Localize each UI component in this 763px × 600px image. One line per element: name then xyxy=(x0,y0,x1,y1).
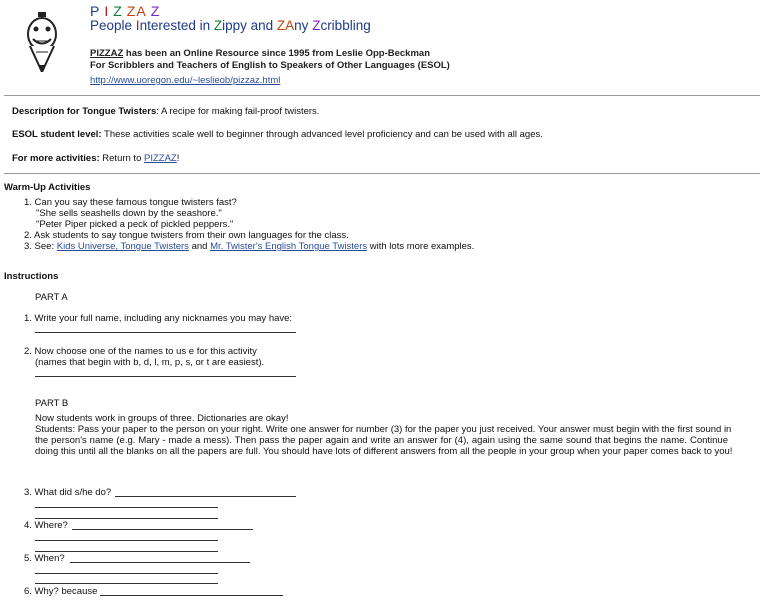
site-title xyxy=(90,3,164,19)
answer-line[interactable] xyxy=(35,376,296,377)
title-letter: ZA xyxy=(126,3,147,19)
answer-line[interactable] xyxy=(35,518,218,519)
site-subtitle: People Interested in Zippy and ZAny Zcribbling xyxy=(90,18,371,33)
pizzaz-return-link[interactable]: PIZZAZ xyxy=(144,153,177,164)
part-b-intro: Now students work in groups of three. Dictionaries are okay! xyxy=(35,413,289,424)
question-5: 5. When? xyxy=(24,553,65,564)
title-letter: I xyxy=(104,3,110,19)
twister-quote-1: "She sells seashells down by the seashore." xyxy=(36,208,222,219)
question-2-note: (names that begin with b, d, l, m, p, s, or t are easiest). xyxy=(35,357,265,368)
title-letter: Z xyxy=(113,3,123,19)
warmup-item-3: 3. See: Kids Universe, Tongue Twisters and Mr. Twister's English Tongue Twisters with lots more examples. xyxy=(24,241,475,252)
pizzaz-pencil-logo xyxy=(24,12,60,72)
description-row: Description for Tongue Twisters: A recipe for making fail-proof twisters. xyxy=(12,106,320,117)
question-1: 1. Write your full name, including any nicknames you may have: xyxy=(24,313,293,324)
divider xyxy=(4,95,760,96)
title-letter: Z xyxy=(150,3,161,19)
kids-universe-link[interactable]: Kids Universe, Tongue Twisters xyxy=(56,241,189,252)
part-b-paragraph-line: the person's name (e.g. Mary - made a mess). Then pass the paper again and write an answer for (4), again using the same sound that begins the name. Continue xyxy=(35,435,728,446)
part-b-paragraph-line: doing this until all the blanks on all the papers are full. You should have lots of different answers from all the people in your group when your paper comes back to you! xyxy=(35,446,733,457)
level-row: ESOL student level: These activities scale well to beginner through advanced level proficiency and can be used with all ages. xyxy=(12,129,543,140)
answer-line[interactable] xyxy=(115,496,296,497)
question-2: 2. Now choose one of the names to us e for this activity xyxy=(24,346,257,357)
warmup-heading: Warm-Up Activities xyxy=(4,182,91,193)
brand-link[interactable]: PIZZAZ xyxy=(90,48,124,59)
twister-quote-2: "Peter Piper picked a peck of pickled peppers." xyxy=(36,219,234,230)
question-3: 3. What did s/he do? xyxy=(24,487,112,498)
warmup-item-2: 2. Ask students to say tongue twisters from their own languages for the class. xyxy=(24,230,349,241)
answer-line[interactable] xyxy=(35,573,218,574)
answer-line[interactable] xyxy=(35,551,218,552)
answer-line[interactable] xyxy=(35,540,218,541)
part-b-paragraph-line: Students: Pass your paper to the person on your right. Write one answer for number (3) for the paper you just received. Your answer must begin with the first sound in xyxy=(35,424,732,435)
answer-line[interactable] xyxy=(35,332,296,333)
answer-line[interactable] xyxy=(100,595,283,596)
part-b-heading: PART B xyxy=(35,398,69,409)
question-6: 6. Why? because xyxy=(24,586,98,597)
part-a-heading: PART A xyxy=(35,292,68,303)
question-4: 4. Where? xyxy=(24,520,68,531)
site-info: PIZZAZ has been an Online Resource since 1995 from Leslie Opp-Beckman For Scribblers and Teachers of English to Speakers of Other Languages (ESOL) xyxy=(90,48,450,71)
answer-line[interactable] xyxy=(72,529,253,530)
more-activities-row: For more activities: Return to PIZZAZ! xyxy=(12,153,180,164)
answer-line[interactable] xyxy=(35,583,218,584)
divider xyxy=(4,173,760,174)
answer-line[interactable] xyxy=(70,562,250,563)
site-url-link[interactable]: http://www.uoregon.edu/~leslieob/pizzaz.html xyxy=(90,75,281,86)
answer-line[interactable] xyxy=(35,507,218,508)
warmup-item-1: 1. Can you say these famous tongue twisters fast? xyxy=(24,197,237,208)
instructions-heading: Instructions xyxy=(4,271,59,282)
mr-twister-link[interactable]: Mr. Twister's English Tongue Twisters xyxy=(210,241,368,252)
title-letter: P xyxy=(90,3,101,19)
